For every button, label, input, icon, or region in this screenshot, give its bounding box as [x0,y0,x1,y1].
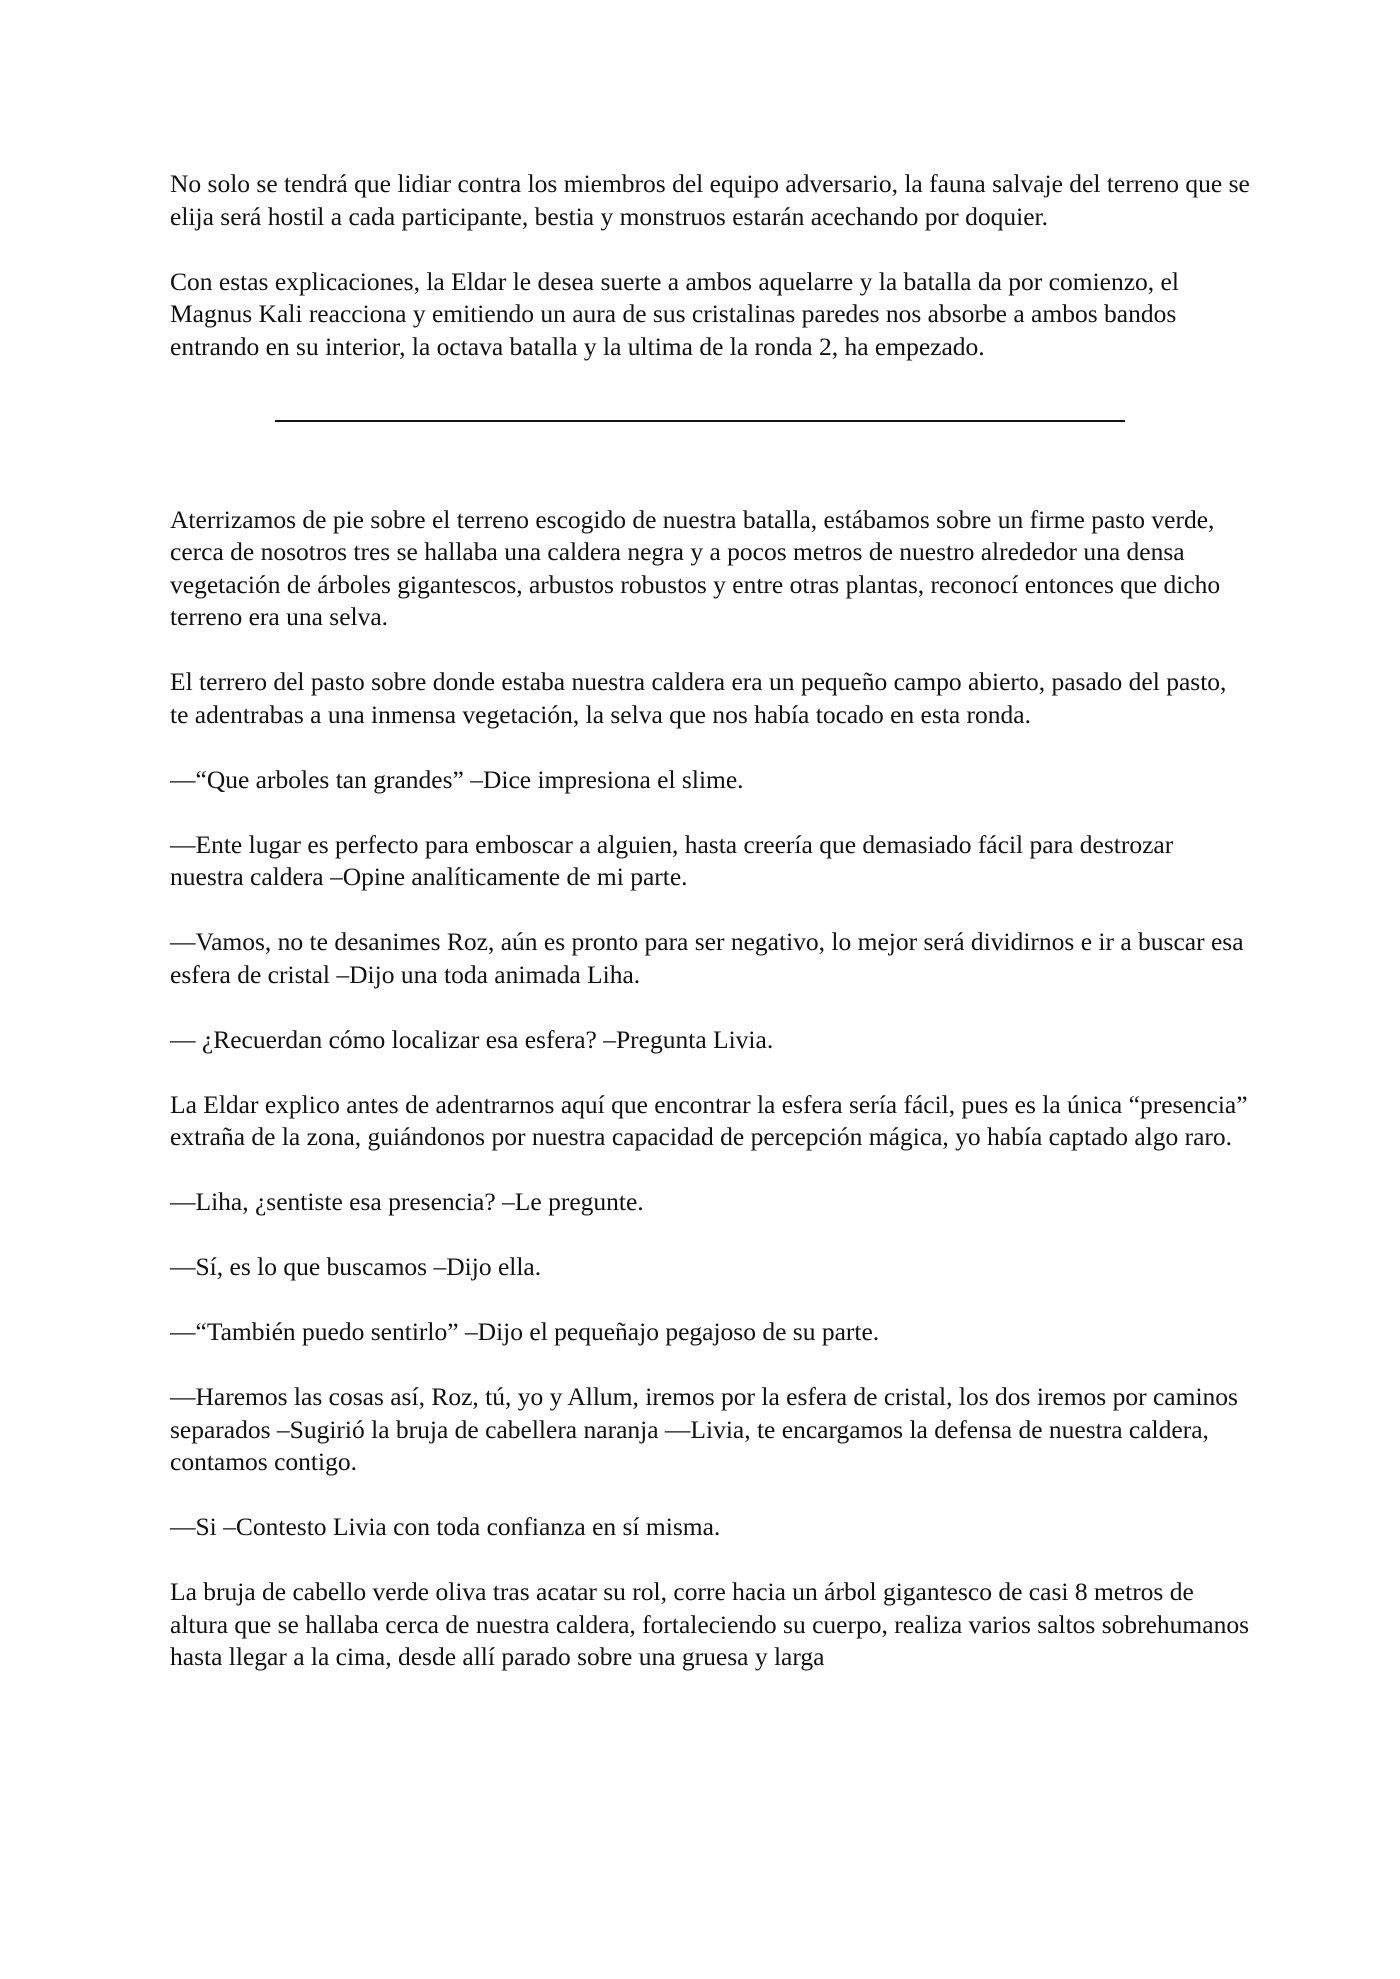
dialogue-line: —“También puedo sentirlo” –Dijo el pequeñajo pegajoso de su parte. [170,1317,880,1346]
section-separator [275,420,1125,422]
dialogue-line: — ¿Recuerdan cómo localizar esa esfera? –Pregunta Livia. [170,1024,774,1054]
paragraph: La Eldar explico antes de adentrarnos aquí que encontrar la esfera sería fácil, pues es la única “presencia” extraña de la zona, guiándonos por nuestra capacidad de percepción mágica, yo había captado algo raro. [170,1089,1248,1151]
dialogue-line: —Ente lugar es perfecto para emboscar a alguien, hasta creería que demasiado fácil para destrozar nuestra caldera –Opine analíticamente de mi parte. [170,829,1174,891]
paragraph: Aterrizamos de pie sobre el terreno escogido de nuestra batalla, estábamos sobre un firme pasto verde, cerca de nosotros tres se hallaba una caldera negra y a pocos metros de nuestro alrededor una densa vegetación de árboles gigantescos, arbustos robustos y entre otras plantas, reconocí entonces que dicho terreno era una selva. [170,504,1221,631]
section-separator-wrap [170,396,1250,470]
dialogue-line: —Vamos, no te desanimes Roz, aún es pronto para ser negativo, lo mejor será dividirnos e ir a buscar esa esfera de cristal –Dijo una toda animada Liha. [170,927,1244,989]
dialogue-line: —Haremos las cosas así, Roz, tú, yo y Allum, iremos por la esfera de cristal, los dos iremos por caminos separados –Sugirió la bruja de cabellera naranja —Livia, te encargamos la defensa de nuestra caldera, contamos contigo. [170,1382,1238,1476]
paragraph: La bruja de cabello verde oliva tras acatar su rol, corre hacia un árbol gigantesco de casi 8 metros de altura que se hallaba cerca de nuestra caldera, fortaleciendo su cuerpo, realiza varios saltos sobrehumanos hasta llegar a la cima, desde allí parado sobre una gruesa y larga [170,1577,1250,1671]
spacer [170,470,1250,504]
dialogue-line: —Si –Contesto Livia con toda confianza en sí misma. [170,1512,721,1541]
document-body [170,168,1250,1706]
dialogue-line: —“Que arboles tan grandes” –Dice impresiona el slime. [170,764,744,794]
dialogue-line: —Liha, ¿sentiste esa presencia? –Le pregunte. [170,1187,644,1216]
dialogue-line: —Sí, es lo que buscamos –Dijo ella. [170,1252,542,1281]
paragraph: No solo se tendrá que lidiar contra los miembros del equipo adversario, la fauna salvaje del terreno que se elija será hostil a cada participante, bestia y monstruos estarán acechando por doquier. [170,169,1250,231]
paragraph: El terrero del pasto sobre donde estaba nuestra caldera era un pequeño campo abierto, pasado del pasto, te adentrabas a una inmensa vegetación, la selva que nos había tocado en esta ronda. [170,667,1227,729]
paragraph: Con estas explicaciones, la Eldar le desea suerte a ambos aquelarre y la batalla da por comienzo, el Magnus Kali reacciona y emitiendo un aura de sus cristalinas paredes nos absorbe a ambos bandos entrando en su interior, la octava batalla y la ultima de la ronda 2, ha empezado. [170,266,1179,361]
